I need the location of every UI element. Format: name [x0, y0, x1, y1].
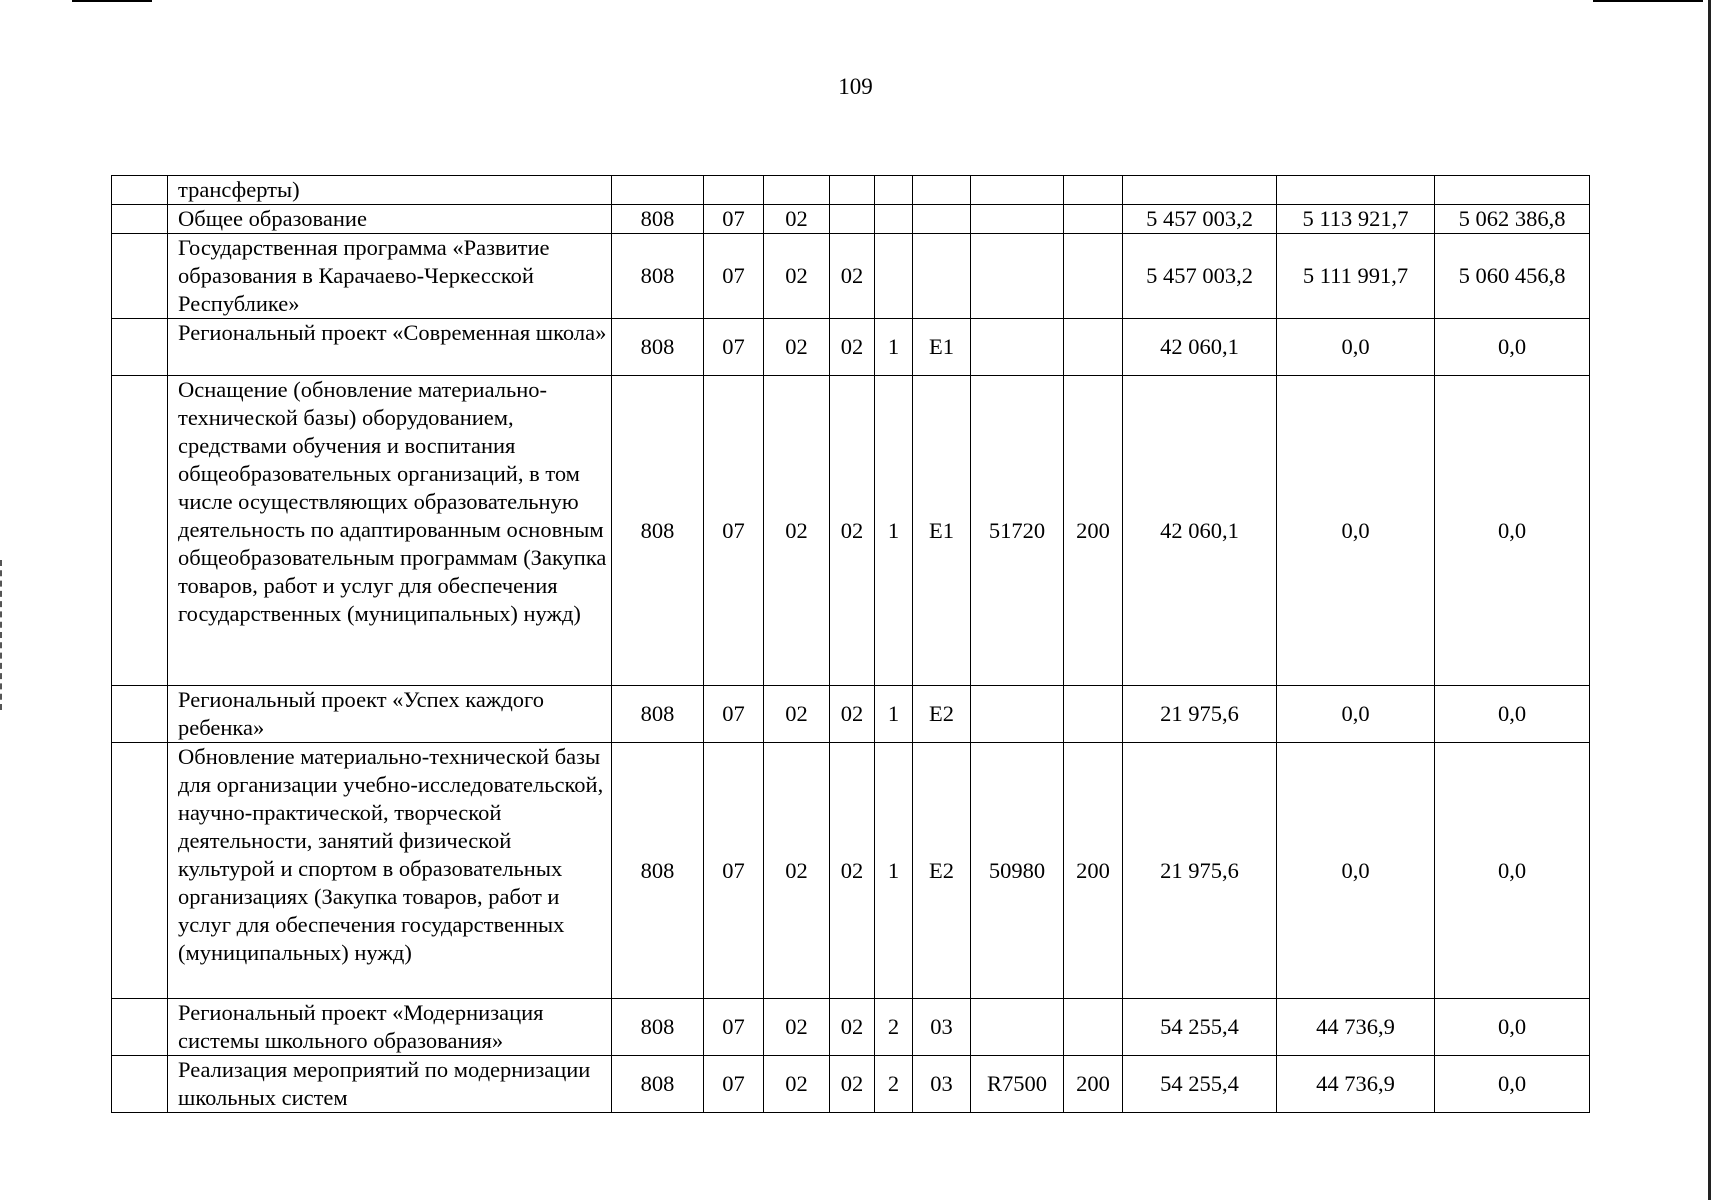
year-2-amount-cell: 0,0: [1277, 743, 1435, 999]
expense-type-cell: 200: [1064, 376, 1123, 686]
direction-code-cell: R7500: [971, 1056, 1064, 1113]
subprogram-code-cell: [875, 176, 913, 205]
gr-code-cell: 808: [612, 376, 704, 686]
table-row: [112, 205, 1590, 234]
year-2-amount-cell: 5 113 921,7: [1277, 205, 1435, 234]
year-3-amount-cell: 0,0: [1435, 686, 1590, 743]
gr-code-cell: [612, 176, 704, 205]
program-code-cell: [830, 205, 875, 234]
table-row: [112, 234, 1590, 319]
year-2-amount-cell: [1277, 176, 1435, 205]
gr-code-cell: 808: [612, 1056, 704, 1113]
table-row: [112, 176, 1590, 205]
year-3-amount-cell: [1435, 176, 1590, 205]
subsection-code-cell: 02: [764, 1056, 830, 1113]
row-number-cell: [112, 234, 168, 319]
direction-code-cell: [971, 176, 1064, 205]
gr-code-cell: 808: [612, 686, 704, 743]
subprogram-code-cell: 1: [875, 376, 913, 686]
expense-type-cell: [1064, 319, 1123, 376]
year-1-amount-cell: 54 255,4: [1123, 1056, 1277, 1113]
expense-type-cell: [1064, 686, 1123, 743]
program-code-cell: [830, 176, 875, 205]
direction-code-cell: [971, 999, 1064, 1056]
item-name-cell: Региональный проект «Модернизация системы школьного образования»: [168, 999, 612, 1056]
section-code-cell: 07: [704, 999, 764, 1056]
subsection-code-cell: 02: [764, 686, 830, 743]
direction-code-cell: [971, 205, 1064, 234]
section-code-cell: 07: [704, 205, 764, 234]
item-name-cell: Реализация мероприятий по модернизации школьных систем: [168, 1056, 612, 1113]
program-code-cell: 02: [830, 743, 875, 999]
program-code-cell: 02: [830, 234, 875, 319]
year-3-amount-cell: 0,0: [1435, 743, 1590, 999]
item-name-cell: Региональный проект «Современная школа»: [168, 319, 612, 376]
project-code-cell: [913, 234, 971, 319]
program-code-cell: 02: [830, 1056, 875, 1113]
section-code-cell: 07: [704, 376, 764, 686]
row-number-cell: [112, 319, 168, 376]
table-row: [112, 686, 1590, 743]
year-2-amount-cell: 44 736,9: [1277, 999, 1435, 1056]
gr-code-cell: 808: [612, 999, 704, 1056]
item-name-cell: Обновление материально-технической базы для организации учебно-исследовательской, научно-практической, творческой деятельности, занятий физической культурой и спортом в образовательных организациях (Закупка товаров, работ и услуг для обеспечения государственных (муниципальных) нужд): [168, 743, 612, 999]
item-name-cell: Государственная программа «Развитие образования в Карачаево-Черкесской Республике»: [168, 234, 612, 319]
gr-code-cell: 808: [612, 319, 704, 376]
direction-code-cell: 51720: [971, 376, 1064, 686]
project-code-cell: [913, 176, 971, 205]
expense-type-cell: [1064, 205, 1123, 234]
year-1-amount-cell: 54 255,4: [1123, 999, 1277, 1056]
project-code-cell: [913, 205, 971, 234]
expense-type-cell: [1064, 999, 1123, 1056]
year-3-amount-cell: 5 060 456,8: [1435, 234, 1590, 319]
year-1-amount-cell: 21 975,6: [1123, 743, 1277, 999]
expense-type-cell: [1064, 234, 1123, 319]
year-3-amount-cell: 5 062 386,8: [1435, 205, 1590, 234]
section-code-cell: 07: [704, 234, 764, 319]
year-1-amount-cell: 21 975,6: [1123, 686, 1277, 743]
table-row: [112, 1056, 1590, 1113]
section-code-cell: 07: [704, 686, 764, 743]
expense-type-cell: 200: [1064, 743, 1123, 999]
row-number-cell: [112, 205, 168, 234]
year-2-amount-cell: 44 736,9: [1277, 1056, 1435, 1113]
subsection-code-cell: 02: [764, 743, 830, 999]
row-number-cell: [112, 999, 168, 1056]
year-2-amount-cell: 0,0: [1277, 319, 1435, 376]
subsection-code-cell: 02: [764, 999, 830, 1056]
subprogram-code-cell: 1: [875, 743, 913, 999]
scan-artifact-line: [1593, 0, 1703, 2]
year-1-amount-cell: 42 060,1: [1123, 376, 1277, 686]
row-number-cell: [112, 686, 168, 743]
section-code-cell: [704, 176, 764, 205]
item-name-cell: Региональный проект «Успех каждого ребенка»: [168, 686, 612, 743]
subprogram-code-cell: [875, 234, 913, 319]
expense-type-cell: [1064, 176, 1123, 205]
program-code-cell: 02: [830, 999, 875, 1056]
direction-code-cell: 50980: [971, 743, 1064, 999]
year-2-amount-cell: 5 111 991,7: [1277, 234, 1435, 319]
year-2-amount-cell: 0,0: [1277, 686, 1435, 743]
row-number-cell: [112, 1056, 168, 1113]
subsection-code-cell: 02: [764, 205, 830, 234]
table-row: [112, 743, 1590, 999]
row-number-cell: [112, 176, 168, 205]
year-1-amount-cell: 5 457 003,2: [1123, 205, 1277, 234]
year-3-amount-cell: 0,0: [1435, 319, 1590, 376]
direction-code-cell: [971, 686, 1064, 743]
subprogram-code-cell: [875, 205, 913, 234]
item-name-cell: трансферты): [168, 176, 612, 205]
scan-artifact-line: [72, 0, 152, 2]
row-number-cell: [112, 743, 168, 999]
program-code-cell: 02: [830, 376, 875, 686]
gr-code-cell: 808: [612, 743, 704, 999]
year-1-amount-cell: 42 060,1: [1123, 319, 1277, 376]
subprogram-code-cell: 1: [875, 686, 913, 743]
direction-code-cell: [971, 319, 1064, 376]
year-3-amount-cell: 0,0: [1435, 376, 1590, 686]
section-code-cell: 07: [704, 319, 764, 376]
table-row: [112, 376, 1590, 686]
section-code-cell: 07: [704, 743, 764, 999]
year-3-amount-cell: 0,0: [1435, 1056, 1590, 1113]
year-1-amount-cell: 5 457 003,2: [1123, 234, 1277, 319]
direction-code-cell: [971, 234, 1064, 319]
year-1-amount-cell: [1123, 176, 1277, 205]
scan-edge: [0, 560, 4, 710]
table-row: [112, 319, 1590, 376]
subsection-code-cell: 02: [764, 234, 830, 319]
project-code-cell: E2: [913, 686, 971, 743]
subprogram-code-cell: 1: [875, 319, 913, 376]
subsection-code-cell: [764, 176, 830, 205]
project-code-cell: 03: [913, 1056, 971, 1113]
item-name-cell: Оснащение (обновление материально-технической базы) оборудованием, средствами обучения и воспитания общеобразовательных организаций, в том числе осуществляющих образовательную деятельность по адаптированным основным общеобразовательным программам (Закупка товаров, работ и услуг для обеспечения государственных (муниципальных) нужд): [168, 376, 612, 686]
project-code-cell: E1: [913, 319, 971, 376]
gr-code-cell: 808: [612, 234, 704, 319]
project-code-cell: E2: [913, 743, 971, 999]
subsection-code-cell: 02: [764, 376, 830, 686]
expense-type-cell: 200: [1064, 1056, 1123, 1113]
budget-table: [111, 175, 1590, 1113]
project-code-cell: E1: [913, 376, 971, 686]
subprogram-code-cell: 2: [875, 999, 913, 1056]
subprogram-code-cell: 2: [875, 1056, 913, 1113]
item-name-cell: Общее образование: [168, 205, 612, 234]
section-code-cell: 07: [704, 1056, 764, 1113]
program-code-cell: 02: [830, 319, 875, 376]
gr-code-cell: 808: [612, 205, 704, 234]
subsection-code-cell: 02: [764, 319, 830, 376]
row-number-cell: [112, 376, 168, 686]
program-code-cell: 02: [830, 686, 875, 743]
project-code-cell: 03: [913, 999, 971, 1056]
page-number: 109: [838, 74, 873, 99]
year-3-amount-cell: 0,0: [1435, 999, 1590, 1056]
year-2-amount-cell: 0,0: [1277, 376, 1435, 686]
table-row: [112, 999, 1590, 1056]
